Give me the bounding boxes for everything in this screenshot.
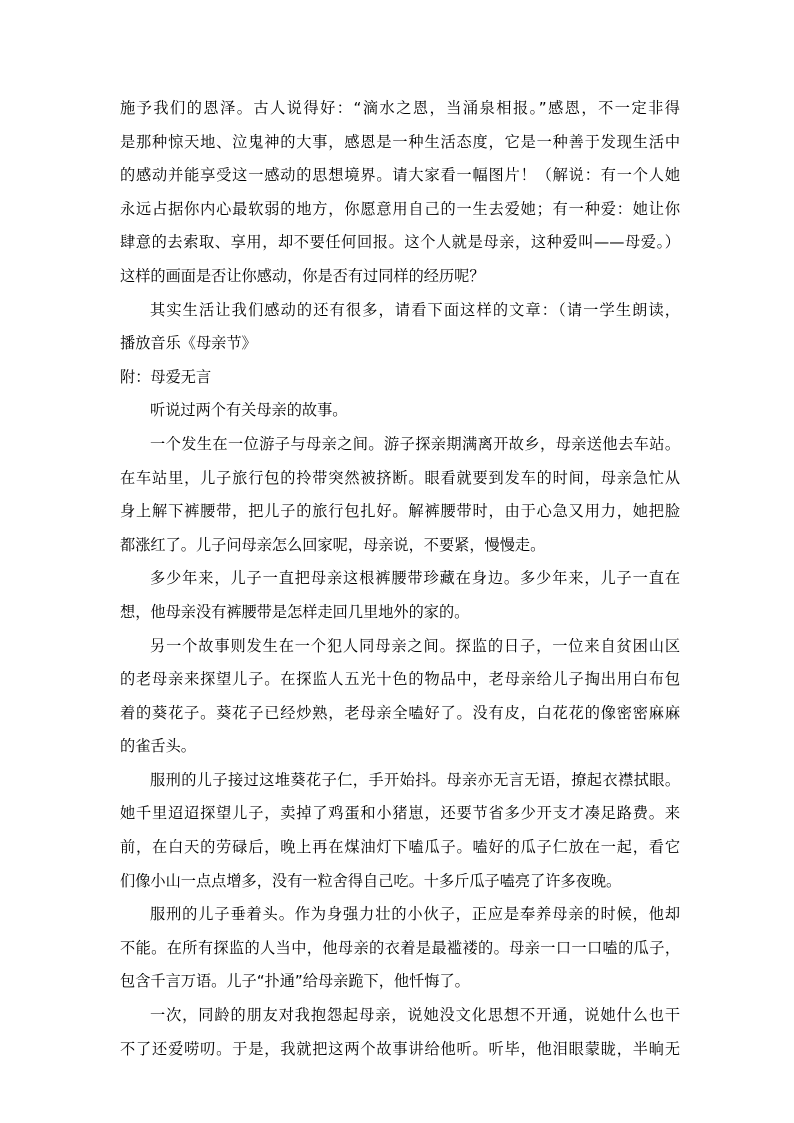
text-line: 这样的画面是否让你感动，你是否有过同样的经历呢？ bbox=[120, 266, 485, 285]
text-line: 们像小山一点点增多，没有一粒舍得自己吃。十多斤瓜子嗑亮了许多夜晚。 bbox=[120, 871, 622, 890]
text-line: 前，在白天的劳碌后，晚上再在煤油灯下嗑瓜子。嗑好的瓜子仁放在一起，看它 bbox=[120, 838, 680, 857]
text-line: 在车站里，儿子旅行包的拎带突然被挤断。眼看就要到发车的时间，母亲急忙从 bbox=[120, 468, 680, 487]
text-line: 想，他母亲没有裤腰带是怎样走回几里地外的家的。 bbox=[120, 602, 470, 621]
text-line: 永远占据你内心最软弱的地方，你愿意用自己的一生去爱她；有一种爱：她让你 bbox=[120, 199, 680, 218]
text-line: 一个发生在一位游子与母亲之间。游子探亲期满离开故乡，母亲送他去车站。 bbox=[150, 434, 680, 453]
text-line: 包含千言万语。儿子“扑通”给母亲跪下，他忏悔了。 bbox=[120, 972, 470, 991]
text-line: 肆意的去索取、享用，却不要任何回报。这个人就是母亲，这种爱叫——母爱。） bbox=[120, 233, 680, 252]
text-line: 都涨红了。儿子问母亲怎么回家呢，母亲说，不要紧，慢慢走。 bbox=[120, 535, 546, 554]
text-line: 的老母亲来探望儿子。在探监人五光十色的物品中，老母亲给儿子掏出用白布包 bbox=[120, 670, 680, 689]
document-page bbox=[120, 92, 680, 1066]
text-line: 施予我们的恩泽。古人说得好：“滴水之恩，当涌泉相报。”感恩，不一定非得 bbox=[120, 99, 680, 117]
text-line: 另一个故事则发生在一个犯人同母亲之间。探监的日子，一位来自贫困山区 bbox=[150, 636, 680, 655]
text-line: 着的葵花子。葵花子已经炒熟，老母亲全嗑好了。没有皮，白花花的像密密麻麻 bbox=[120, 703, 680, 722]
text-line: 一次，同龄的朋友对我抱怨起母亲，说她没文化思想不开通，说她什么也干 bbox=[150, 1006, 680, 1025]
text-line: 不能。在所有探监的人当中，他母亲的衣着是最褴褛的。母亲一口一口嗑的瓜子， bbox=[120, 938, 680, 957]
text-line: 附：母爱无言 bbox=[120, 367, 212, 386]
text-line: 多少年来，儿子一直把母亲这根裤腰带珍藏在身边。多少年来，儿子一直在 bbox=[150, 569, 680, 588]
text-line: 的雀舌头。 bbox=[120, 737, 196, 756]
text-line: 服刑的儿子垂着头。作为身强力壮的小伙子，正应是奉养母亲的时候，他却 bbox=[150, 905, 680, 924]
text-line: 播放音乐《母亲节》 bbox=[120, 334, 257, 353]
text-line: 其实生活让我们感动的还有很多，请看下面这样的文章：（请一学生朗读， bbox=[150, 300, 680, 319]
text-line: 身上解下裤腰带，把儿子的旅行包扎好。解裤腰带时，由于心急又用力，她把脸 bbox=[120, 502, 680, 521]
text-line: 她千里迢迢探望儿子，卖掉了鸡蛋和小猪崽，还要节省多少开支才凑足路费。来 bbox=[120, 804, 680, 823]
text-line: 听说过两个有关母亲的故事。 bbox=[150, 401, 348, 420]
text-line: 是那种惊天地、泣鬼神的大事，感恩是一种生活态度，它是一种善于发现生活中 bbox=[120, 132, 680, 151]
text-line: 服刑的儿子接过这堆葵花子仁，手开始抖。母亲亦无言无语，撩起衣襟拭眼。 bbox=[150, 770, 680, 789]
text-line: 不了还爱唠叨。于是，我就把这两个故事讲给他听。听毕，他泪眼蒙眬，半晌无 bbox=[120, 1039, 680, 1058]
text-line: 的感动并能享受这一感动的思想境界。请大家看一幅图片！（解说：有一个人她 bbox=[120, 166, 680, 185]
